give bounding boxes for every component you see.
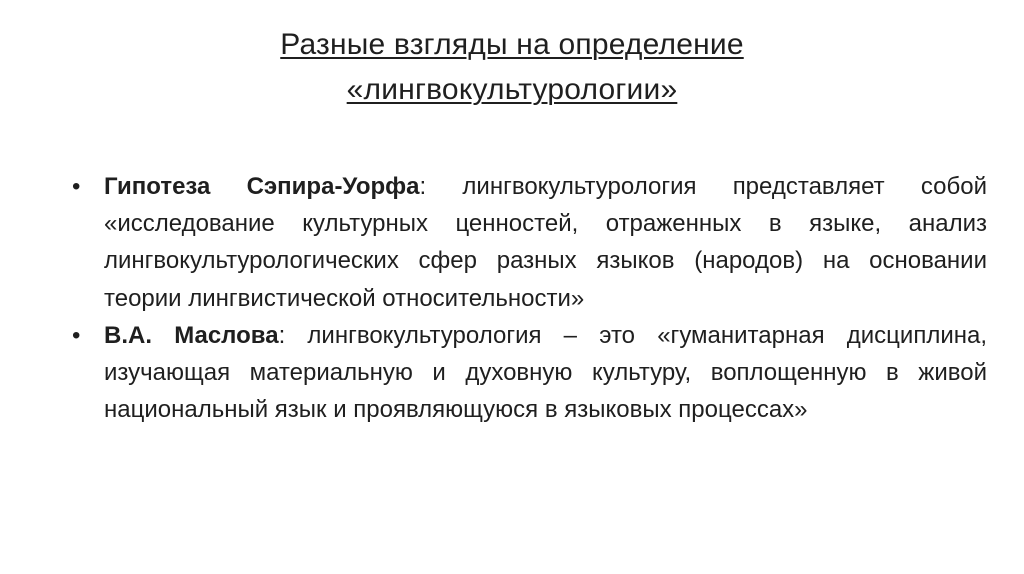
bullet-icon: • <box>72 173 81 200</box>
slide-title-line-2: «лингвокультурологии» <box>346 73 678 106</box>
item-author: В.А. Маслова <box>104 321 279 349</box>
slide-title <box>0 22 1024 112</box>
slide-title-line-1: Разные взгляды на определение <box>280 28 744 61</box>
item-definition: : лингвокультурология – это «гуманитарная дисциплина, изучающая материальную и духовную культуру, воплощенную в живой национальный язык и проявляющуюся в языковых процессах» <box>104 321 988 424</box>
item-author: Гипотеза Сэпира-Уорфа <box>104 173 420 200</box>
list-item <box>72 168 987 317</box>
bullet-list <box>72 168 987 428</box>
bullet-icon: • <box>72 321 81 349</box>
item-definition: : лингвокультурология представляет собой «исследование культурных ценностей, отраженных в языке, анализ лингвокультурологических сфер разных языков (народов) на основании теории лингвистической относительности» <box>104 173 987 312</box>
list-item <box>72 317 987 429</box>
